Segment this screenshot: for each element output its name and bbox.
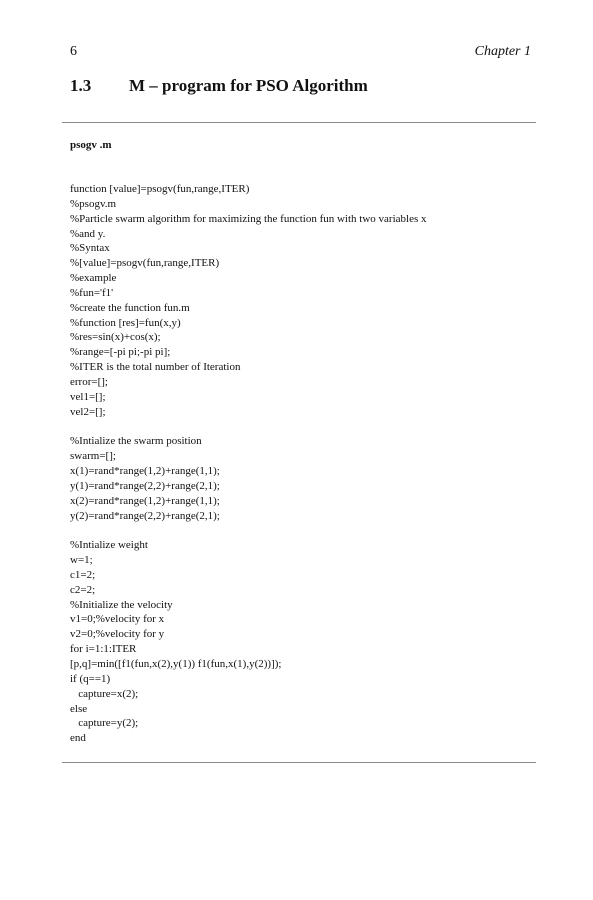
code-line: end bbox=[70, 732, 86, 745]
code-line bbox=[70, 420, 530, 435]
code-line: %Syntax bbox=[70, 242, 110, 255]
code-line: else bbox=[70, 702, 88, 715]
code-line: w=1; bbox=[70, 554, 93, 567]
code-line: v2=0;%velocity for y bbox=[70, 628, 165, 641]
listing-top-rule bbox=[62, 122, 536, 123]
code-line: %Intialize weight bbox=[70, 539, 148, 552]
code-line: %Particle swarm algorithm for maximizing the function fun with two variables x bbox=[70, 212, 427, 225]
code-line: for i=1:1:ITER bbox=[70, 643, 137, 656]
section-heading bbox=[70, 76, 368, 96]
code-line bbox=[70, 523, 530, 538]
code-line: [p,q]=min([f1(fun,x(2),y(1)) f1(fun,x(1),y(2))]); bbox=[70, 658, 282, 670]
code-line: vel1=[]; bbox=[70, 390, 106, 403]
code-line: %fun='f1' bbox=[70, 286, 114, 299]
listing-file-name: psogv .m bbox=[70, 139, 112, 151]
code-line: %Initialize the velocity bbox=[70, 598, 173, 611]
code-line: function [value]=psogv(fun,range,ITER) bbox=[70, 183, 250, 195]
code-line: %range=[-pi pi;-pi pi]; bbox=[70, 346, 171, 359]
code-line: %example bbox=[70, 272, 117, 285]
code-line: y(2)=rand*range(2,2)+range(2,1); bbox=[70, 509, 220, 522]
code-line: %Intialize the swarm position bbox=[70, 435, 202, 448]
code-line: %function [res]=fun(x,y) bbox=[70, 316, 181, 329]
code-line: %ITER is the total number of Iteration bbox=[70, 361, 241, 374]
code-line: %[value]=psogv(fun,range,ITER) bbox=[70, 257, 220, 270]
code-line: c1=2; bbox=[70, 568, 96, 581]
code-line: capture=y(2); bbox=[70, 717, 139, 730]
code-line: %and y. bbox=[70, 227, 106, 240]
code-line: %res=sin(x)+cos(x); bbox=[70, 331, 161, 344]
code-line: swarm=[]; bbox=[70, 450, 116, 463]
code-line: if (q==1) bbox=[70, 672, 111, 685]
listing-bottom-rule bbox=[62, 762, 536, 763]
code-line: %psogv.m bbox=[70, 197, 117, 210]
code-line: x(2)=rand*range(1,2)+range(1,1); bbox=[70, 494, 220, 507]
running-head: Chapter 1 bbox=[474, 44, 531, 59]
code-line: v1=0;%velocity for x bbox=[70, 613, 165, 626]
code-line: y(1)=rand*range(2,2)+range(2,1); bbox=[70, 479, 220, 492]
page-number: 6 bbox=[70, 44, 77, 59]
code-line: vel2=[]; bbox=[70, 405, 106, 418]
code-line: c2=2; bbox=[70, 583, 96, 596]
section-title: M – program for PSO Algorithm bbox=[129, 76, 368, 95]
code-line: error=[]; bbox=[70, 375, 108, 388]
code-line: %create the function fun.m bbox=[70, 301, 190, 314]
section-number: 1.3 bbox=[70, 76, 92, 95]
code-line: capture=x(2); bbox=[70, 687, 139, 700]
code-line: x(1)=rand*range(1,2)+range(1,1); bbox=[70, 465, 220, 478]
code-listing bbox=[70, 182, 530, 746]
